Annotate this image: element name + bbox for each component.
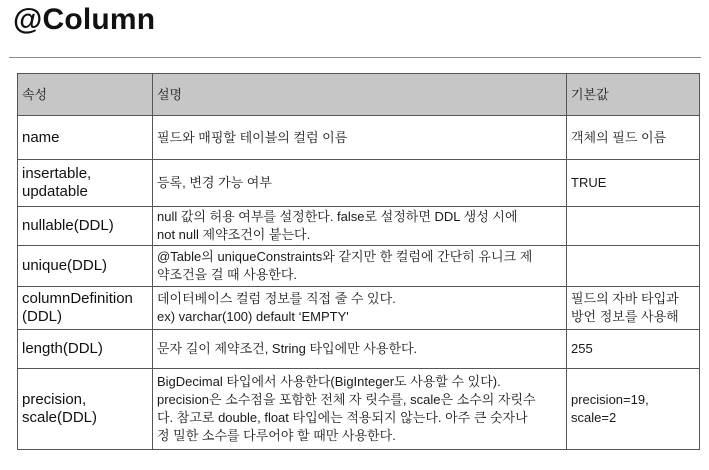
row-attribute <box>18 287 153 330</box>
row-default <box>567 246 700 287</box>
description-line: 등록, 변경 가능 여부 <box>157 175 272 190</box>
row-description <box>153 246 567 287</box>
default-line: 255 <box>571 341 593 356</box>
description-line: 약조건을 걸 때 사용한다. <box>157 267 298 282</box>
default-line: precision=19, <box>571 392 649 407</box>
row-attribute <box>18 116 153 160</box>
description-line: 다. 참고로 double, float 타입에는 적용되지 않는다. 아주 큰 숫자나 <box>157 410 528 425</box>
column-attributes-table <box>17 73 700 450</box>
default-line: scale=2 <box>571 410 617 425</box>
row-attribute <box>18 330 153 369</box>
row-description <box>153 160 567 207</box>
attribute-line: scale(DDL) <box>22 409 98 426</box>
default-line: 객체의 필드 이름 <box>571 129 667 145</box>
row-description <box>153 287 567 330</box>
row-default <box>567 160 700 207</box>
description-line: BigDecimal 타입에서 사용한다(BigInteger도 사용할 수 있다). <box>157 374 501 389</box>
header-default: 기본값 <box>567 74 700 116</box>
row-description <box>153 369 567 450</box>
table-row <box>18 160 700 207</box>
row-default <box>567 116 700 160</box>
row-attribute <box>18 207 153 246</box>
attribute-line: columnDefinition <box>22 290 133 307</box>
description-line: null 값의 허용 여부를 설정한다. false로 설정하면 DDL 생성 시에 <box>157 209 518 224</box>
row-default <box>567 330 700 369</box>
row-description <box>153 330 567 369</box>
row-default <box>567 287 700 330</box>
description-line: 정 밀한 소수를 다루어야 할 때만 사용한다. <box>157 428 396 443</box>
description-line: @Table의 uniqueConstraints와 같지만 한 컬럼에 간단히 유니크 제 <box>157 249 533 264</box>
header-description: 설명 <box>153 74 567 116</box>
attribute-line: length(DDL) <box>22 340 103 357</box>
description-line: 데이터베이스 컬럼 정보를 직접 줄 수 있다. <box>157 291 396 306</box>
default-line: 방언 정보를 사용해 <box>571 309 679 324</box>
row-attribute <box>18 160 153 207</box>
header-attribute: 속성 <box>18 74 153 116</box>
attribute-line: insertable, <box>22 165 92 182</box>
row-attribute <box>18 246 153 287</box>
attribute-line: name <box>22 128 60 146</box>
page-title: @Column <box>13 3 156 36</box>
description-line: 필드와 매핑할 테이블의 컬럼 이름 <box>157 129 348 145</box>
attribute-line: (DDL) <box>22 308 62 325</box>
default-line: 필드의 자바 타입과 <box>571 291 679 306</box>
description-line: ex) varchar(100) default ‘EMPTY' <box>157 309 349 324</box>
table-row <box>18 369 700 450</box>
row-attribute <box>18 369 153 450</box>
row-default <box>567 207 700 246</box>
attribute-line: nullable(DDL) <box>22 217 114 234</box>
attribute-line: precision, <box>22 391 87 408</box>
default-line: TRUE <box>571 175 607 190</box>
table-row <box>18 330 700 369</box>
row-description <box>153 207 567 246</box>
table-header-row <box>18 74 700 116</box>
table-row <box>18 287 700 330</box>
description-line: 문자 길이 제약조건, String 타입에만 사용한다. <box>157 341 418 356</box>
title-divider <box>9 57 701 58</box>
table-row <box>18 207 700 246</box>
description-line: not null 제약조건이 붙는다. <box>157 227 311 242</box>
table-row <box>18 246 700 287</box>
attribute-line: unique(DDL) <box>22 257 108 274</box>
row-description <box>153 116 567 160</box>
row-default <box>567 369 700 450</box>
description-line: precision은 소수점을 포함한 전체 자 릿수를, scale은 소수의 자릿수 <box>157 392 536 407</box>
attribute-line: updatable <box>22 183 88 200</box>
table-row <box>18 116 700 160</box>
